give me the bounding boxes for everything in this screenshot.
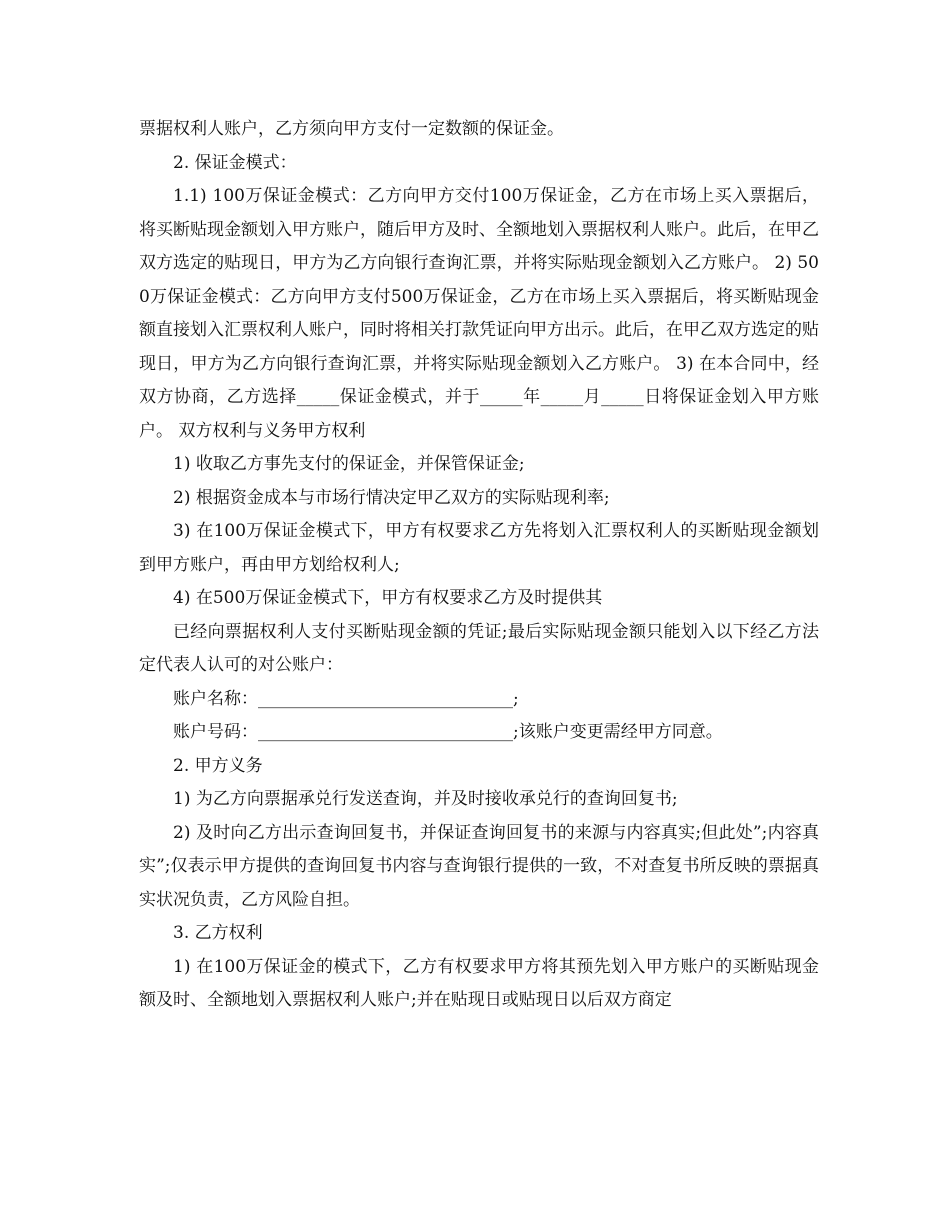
list-item-party-b-right-1: 1) 在100万保证金的模式下，乙方有权要求甲方将其预先划入甲方账户的买断贴现金额及时、全额地划入票据权利人账户;并在贴现日或贴现日以后双方商定 xyxy=(139,956,819,1010)
paragraph-voucher-account: 已经向票据权利人支付买断贴现金额的凭证;最后实际贴现金额只能划入以下经乙方法定代表人认可的对公账户： xyxy=(139,621,819,675)
list-item-party-a-right-4: 4) 在500万保证金模式下，甲方有权要求乙方及时提供其 xyxy=(173,588,603,608)
list-item-party-a-obligation-2: 2) 及时向乙方出示查询回复书，并保证查询回复书的来源与内容真实;但此处”;内容真实”;仅表示甲方提供的查询回复书内容与查询银行提供的一致，不对查复书所反映的票据真实状况负责，乙方风险自担。 xyxy=(139,822,819,910)
heading-party-b-rights: 3. 乙方权利 xyxy=(173,923,263,943)
list-item-party-a-right-2: 2) 根据资金成本与市场行情决定甲乙双方的实际贴现利率; xyxy=(173,487,610,508)
list-item-party-a-right-3: 3) 在100万保证金模式下，甲方有权要求乙方先将划入汇票权利人的买断贴现金额划到甲方账户，再由甲方划给权利人; xyxy=(139,521,819,575)
list-item-party-a-obligation-1: 1) 为乙方向票据承兑行发送查询，并及时接收承兑行的查询回复书; xyxy=(173,789,678,809)
paragraph-deposit-modes: 1.1) 100万保证金模式：乙方向甲方交付100万保证金，乙方在市场上买入票据后，将买断贴现金额划入甲方账户，随后甲方及时、全额地划入票据权利人账户。此后，在甲乙双方选定的贴现日，甲方为乙方向银行查询汇票，并将实际贴现金额划入乙方账户。 2) 500万保证金模式：乙方向甲方支付500万保证金，乙方在市场上买入票据后，将买断贴现金额直接划入汇票权利人账户，同时将相关打款凭证向甲方出示。此后，在甲乙双方选定的贴现日，甲方为乙方向银行查询汇票，并将实际贴现金额划入乙方账户。 3) 在本合同中，经双方协商，乙方选择_____保证金模式，并于_____年_____月_____日将保证金划入甲方账户。 双方权利与义务甲方权利 xyxy=(139,186,819,441)
paragraph-1: 票据权利人账户，乙方须向甲方支付一定数额的保证金。 xyxy=(139,119,564,139)
account-name-line: 账户名称：______________________________; xyxy=(173,688,519,709)
account-number-line: 账户号码：______________________________;该账户变更需经甲方同意。 xyxy=(173,722,723,742)
heading-party-a-obligations: 2. 甲方义务 xyxy=(173,755,263,776)
list-item-party-a-right-1: 1) 收取乙方事先支付的保证金，并保管保证金; xyxy=(173,454,525,474)
heading-deposit-mode: 2. 保证金模式： xyxy=(173,152,297,173)
document-body xyxy=(139,113,819,1018)
